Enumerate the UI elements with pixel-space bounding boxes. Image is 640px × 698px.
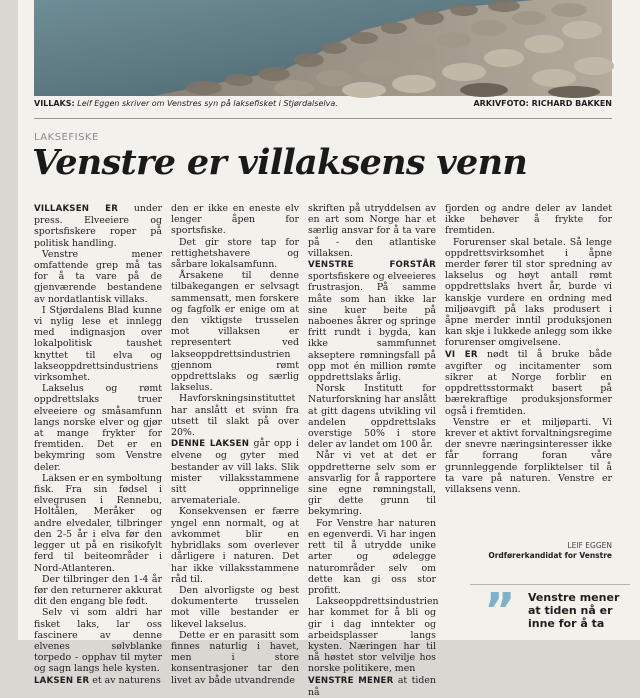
photo-credit: ARKIVFOTO: RICHARD BAKKEN: [473, 99, 612, 108]
paragraph-text: den er ikke en eneste elv lenger åpen for sportsfiske.: [171, 203, 299, 237]
article-paragraph: [308, 518, 436, 596]
article-paragraph: [308, 596, 439, 675]
pull-quote-text: Venstre mener at tiden nå er inne for å ta: [528, 591, 620, 630]
paragraph-lead-in: VI ER: [445, 349, 478, 360]
paragraph-text: Laksen er en symboltung fisk. Fra sin fødsel i elvegrusen i Rennebu, Holtålen, Meråker og andre elvedaler, tilbringer den 2-5 år i elva før den legger ut på en risikofylt ferd til beiteområder i Nord-Atlanteren.: [34, 472, 162, 574]
article-headline: Venstre er villaksens venn: [32, 142, 528, 183]
article-paragraph: [308, 383, 436, 450]
paragraph-text: Årsakene til denne tilbakegangen er selvsagt sammensatt, men forskere og fagfolk er enige om at den viktigste trusselen mot villaksen er representert ved lakseoppdrettsindustrien gjennom rømt oppdrettslaks og særlig lakselus.: [171, 270, 299, 394]
article-paragraph: [171, 506, 299, 584]
article-column-2: [171, 203, 299, 686]
paragraph-text: at tiden nå: [308, 674, 436, 698]
article-paragraph: [34, 607, 162, 674]
paragraph-lead-in: LAKSEN ER: [34, 675, 90, 686]
paragraph-text: Lakselus og rømt oppdrettslaks truer elveeiere og småsamfunn langs norske elver og gjør at mange frykter for fremtiden. Det er en bekymring som Venstre deler.: [34, 383, 162, 473]
paragraph-lead-in: VILLAKSEN ER: [34, 204, 119, 214]
paragraph-text: Der tilbringer den 1-4 år før den returnerer akkurat dit den engang ble født.: [34, 573, 162, 608]
article-paragraph: [171, 270, 299, 393]
article-photo: [34, 0, 612, 96]
paragraph-text: Lakseoppdrettsindustrien har kommet for å bli og gir i dag inntekter og arbeidsplasser langs kysten. Næringen har til nå høstet stor velvilje hos norske politikere, men: [308, 596, 439, 675]
article-column-1: [34, 203, 162, 686]
article-paragraph: [34, 305, 162, 383]
paragraph-text: Norsk Institutt for Naturforskning har anslått at gitt dagens utvikling vil andelen oppdrettslaks overstige 50% i store deler av landet om 100 år.: [308, 383, 436, 451]
article-paragraph: [34, 249, 162, 305]
paragraph-text: Dette er en parasitt som finnes naturlig i havet, men i store konsentrasjoner tar den livet av både utvandrende: [171, 629, 299, 686]
author-name: LEIF EGGEN: [567, 541, 612, 550]
paragraph-text: nødt til å bruke både avgifter og incitamenter som sikrer at Norge forblir en oppdrettsstormakt basert på bærekraftige produksjonsformer også i fremtiden.: [445, 348, 612, 417]
author-role: Ordførerkandidat for Venstre: [488, 551, 612, 560]
paragraph-text: Når vi vet at det er oppdretterne selv som er ansvarlig for å rapportere sine egne rømningstall, gir dette grunn til bekymring.: [308, 450, 436, 518]
article-paragraph: [445, 237, 612, 349]
caption-text: Leif Eggen skriver om Venstres syn på laksefisket i Stjørdalselva.: [77, 99, 338, 108]
paragraph-text: skriften på utryddelsen av en art som Norge har et særlig ansvar for å ta vare på - den atlantiske villaksen.: [308, 203, 436, 259]
quote-mark-icon: ”: [484, 583, 516, 639]
paragraph-text: Det gir store tap for rettighetshavere og sårbare lokalsamfunn.: [171, 236, 299, 271]
paragraph-text: under press. Elveeiere og sportsfiskere roper på politisk handling.: [34, 203, 162, 249]
article-paragraph: [308, 450, 436, 517]
paragraph-text: Den alvorligste og best dokumenterte trusselen mot ville bestander er likevel lakselus.: [171, 584, 299, 630]
article-kicker: LAKSEFISKE: [34, 132, 99, 143]
article-paragraph: [34, 574, 162, 608]
article-paragraph: [171, 438, 299, 506]
article-paragraph: [171, 203, 299, 237]
article-paragraph: [171, 237, 299, 271]
article-paragraph: [308, 203, 436, 259]
newspaper-page: [18, 0, 640, 698]
paragraph-text: sportsfiskere og elveeieres frustrasjon. På samme måte som han ikke lar sine kuer beite på naboenes åkrer og springe fritt rundt i bygda, kan ikke sammfunnet akseptere rømningsfall på opp mot én million rømte oppdrettslaks årlig.: [308, 271, 436, 384]
article-signature: [445, 541, 612, 561]
paragraph-text: Havforskningsinstituttet har anslått et svinn fra utsett til slakt på over 20%.: [171, 393, 299, 439]
pull-quote: [470, 584, 630, 640]
paragraph-text: I Stjørdalens Blad kunne vi nylig lese et innlegg med indignasjon over lokalpolitisk taushet knyttet til elva og lakseoppdrettsindustriens virksomhet.: [34, 304, 162, 384]
article-paragraph: [308, 259, 436, 383]
article-paragraph: [34, 383, 162, 473]
article-paragraph: [445, 203, 612, 237]
article-paragraph: [445, 417, 612, 495]
caption-lead: VILLAKS:: [34, 99, 75, 108]
paragraph-lead-in: VENSTRE MENER: [308, 675, 394, 686]
article-paragraph: [171, 393, 299, 438]
article-paragraph: [171, 585, 299, 630]
paragraph-text: går opp i elvene og gyter med bestander av vill laks. Slik mister villaksstammene sitt opprinnelige arvemateriale.: [171, 438, 299, 507]
paragraph-lead-in: VENSTRE FORSTÅR: [308, 260, 436, 271]
paragraph-text: fjorden og andre deler av landet ikke behøver å frykte for fremtiden.: [445, 203, 612, 237]
paragraph-text: Selv vi som aldri har fisket laks, lar oss fascinere av denne elvenes sølvblanke torpedo - opphav til myter og sagn langs hele kysten.: [34, 607, 162, 675]
paragraph-text: Konsekvensen er færre yngel enn normalt, og at avkommet blir en hybridlaks som overlever dårligere i naturen. Det har ikke villaksstammene råd til.: [171, 506, 299, 585]
divider: [34, 118, 612, 119]
rocky-shore-photo: [34, 0, 612, 96]
article-paragraph: [34, 203, 162, 249]
article-column-3: [308, 203, 439, 698]
paragraph-text: et av naturens: [89, 674, 161, 686]
paragraph-text: For Venstre har naturen en egenverdi. Vi har ingen rett til å utrydde unike arter og ødelegge naturområder selv om dette kan gi oss stor profitt.: [308, 517, 436, 596]
paragraph-lead-in: DENNE LAKSEN: [171, 439, 250, 450]
article-paragraph: [445, 349, 612, 417]
article-paragraph: [34, 473, 162, 574]
paragraph-text: Forurenser skal betale. Så lenge oppdrettsvirksomhet i åpne merder fører til stor spredning av lakselus og høyt antall rømt oppdrettslaks hvert år, burde vi kanskje vurdere en ordning med miljøavgift på laks produsert i åpne merder inntil produksjonen kan skje i lukkede anlegg som ikke forurenser omgivelsene.: [445, 236, 612, 349]
paragraph-text: Venstre mener omfattende grep må tas for å ta vare på de gjenværende bestandene av nordatlantisk villaks.: [34, 248, 162, 305]
article-paragraph: [308, 675, 436, 698]
photo-caption: [34, 98, 612, 110]
article-column-4: [445, 203, 612, 563]
paragraph-text: Venstre er et miljøparti. Vi krever et aktivt forvaltningsregime der snevre næringsinteresser ikke får forrang foran våre grunnleggende forpliktelser til å ta vare på naturen. Venstre er villaksens venn.: [445, 416, 612, 496]
article-paragraph: [34, 675, 162, 687]
article-paragraph: [171, 630, 299, 686]
